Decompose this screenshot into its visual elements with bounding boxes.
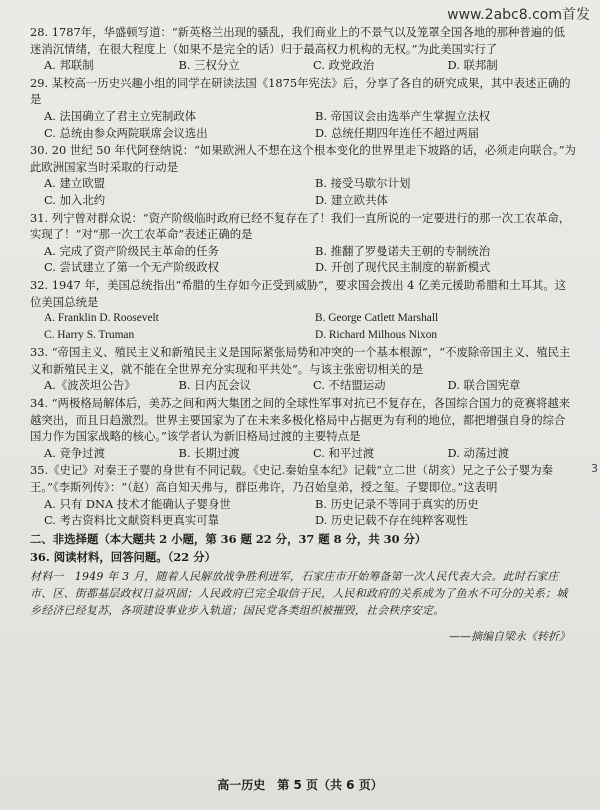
question-stem: 31. 列宁曾对群众说：“资产阶级临时政府已经不复存在了！我们一直所说的一定要进行的那一次工农革命，实现了！”对“那一次工农革命”表述正确的是 <box>30 210 571 242</box>
option-a: A. 法国确立了君主立宪制政体 <box>44 108 197 123</box>
options-grid <box>30 243 576 276</box>
question-31 <box>30 210 576 276</box>
option-c: C. 不结盟运动 <box>313 378 386 393</box>
options-grid <box>30 496 576 529</box>
options-row <box>30 57 576 74</box>
option-b: B. 接受马歇尔计划 <box>315 176 411 191</box>
question-30 <box>30 142 576 208</box>
exam-content <box>30 24 576 646</box>
question-32 <box>30 277 576 343</box>
option-d: D. 动荡过渡 <box>447 445 510 460</box>
option-c: C. 考古资料比文献资料更真实可靠 <box>44 513 220 528</box>
question-34 <box>30 395 576 461</box>
question-stem: 28. 1787年，华盛顿写道：“新英格兰出现的骚乱，我们商业上的不景气以及笼罩全国各地的那种普遍的低迷消沉情绪，在很大程度上（如果不是完全的话）归于最高权力机构的无权。”为此美国实行了 <box>30 25 565 56</box>
material-source: ——摘编自梁永《转折》 <box>449 630 570 643</box>
option-d: D. 联邦制 <box>447 58 498 73</box>
side-page-number: 3 <box>591 462 598 475</box>
option-a: A. 邦联制 <box>44 58 94 73</box>
option-d: D. Richard Milhous Nixon <box>315 328 438 341</box>
options-row <box>30 377 576 394</box>
option-c: C. 和平过渡 <box>313 445 375 460</box>
site-watermark: www.2abc8.com首发 <box>447 7 590 23</box>
option-c: C. 加入北约 <box>44 192 106 207</box>
option-a: A.《波茨坦公告》 <box>44 378 136 393</box>
option-a: A. 完成了资产阶级民主革命的任务 <box>44 243 219 258</box>
question-stem: 29. 某校高一历史兴趣小组的同学在研读法国《1875年宪法》后，分享了各自的研究成果，其中表述正确的是 <box>30 75 571 107</box>
option-c: C. 总统由参众两院联席会议选出 <box>44 125 208 140</box>
question-29 <box>30 75 576 141</box>
option-d: D. 总统任期四年连任不超过两届 <box>315 125 480 140</box>
question-35 <box>30 462 576 528</box>
options-row <box>30 445 576 462</box>
options-grid <box>30 175 576 208</box>
option-a: A. Franklin D. Roosevelt <box>44 312 159 325</box>
question-stem: 33. “帝国主义、殖民主义和新殖民主义是国际紧张局势和冲突的一个基本根源”，“不废除帝国主义、殖民主义和新殖民主义，就不能在全世界充分实现和平共处”。与该主张密切相关的是 <box>30 345 571 376</box>
option-a: A. 建立欧盟 <box>44 176 106 191</box>
question-stem: 34. “两极格局解体后，美苏之间和两大集团之间的全球性军事对抗已不复存在，各国综合国力的竞赛将越来越突出，而且日趋激烈。世界主要国家为了在未来多极化格局中占据更为有利的地位，都把增强自身的综合国力作为国家战略的核心。”该学者认为新旧格局过渡的主要特点是 <box>30 396 571 444</box>
section-heading: 二、非选择题（本大题共 2 小题，第 36 题 22 分，37 题 8 分，共 30 分） <box>30 531 427 546</box>
question-33 <box>30 344 576 394</box>
question-28 <box>30 24 576 74</box>
question-stem: 35.《史记》对秦王子婴的身世有不同记载。《史记.秦始皇本纪》记载“立二世（胡亥）兄之子公子婴为秦王。”《李斯列传》：“（赵）高自知天弗与，群臣弗许，乃召始皇弟，授之玺。子婴即位。”这表明 <box>30 463 554 495</box>
option-a: A. 只有 DNA 技术才能确认子婴身世 <box>44 496 231 511</box>
material-one: 材料一 1949 年 3 月，随着人民解放战争胜利进军，石家庄市开始筹备第一次人民代表大会。此时石家庄市、区、街都基层政权日益巩固；人民政府已完全取信于民，人民和政府的关系成为了鱼水不可分的关系；城乡经济已经复苏，各项建设事业步入轨道；国民党各类组织被摧毁，社会秩序安定。 <box>30 570 568 617</box>
option-b: B. 日内瓦会议 <box>178 378 252 393</box>
option-d: D. 建立欧共体 <box>315 192 388 207</box>
options-grid <box>30 310 576 343</box>
option-b: B. 长期过渡 <box>178 445 240 460</box>
option-d: D. 联合国宪章 <box>447 378 521 393</box>
option-c: C. Harry S. Truman <box>44 328 135 341</box>
option-b: B. 推翻了罗曼诺夫王朝的专制统治 <box>315 243 491 258</box>
option-b: B. 帝国议会由选举产生掌握立法权 <box>315 108 491 123</box>
question-36-heading: 36. 阅读材料，回答问题。（22 分） <box>30 550 216 565</box>
question-stem: 32. 1947 年，美国总统指出“希腊的生存如今正受到威胁”，要求国会拨出 4 亿美元援助希腊和土耳其。这位美国总统是 <box>30 277 567 309</box>
option-b: B. George Catlett Marshall <box>315 312 439 325</box>
question-stem: 30. 20 世纪 50 年代阿登纳说：“如果欧洲人不想在这个根本变化的世界里走下坡路的话，必须走向联合。”为此欧洲国家当时采取的行动是 <box>30 143 576 174</box>
option-c: C. 尝试建立了第一个无产阶级政权 <box>44 260 220 275</box>
option-c: C. 政党政治 <box>313 58 375 73</box>
options-grid <box>30 108 576 141</box>
option-d: D. 历史记载不存在纯粹客观性 <box>315 513 468 528</box>
option-b: B. 三权分立 <box>178 58 240 73</box>
option-b: B. 历史记录不等同于真实的历史 <box>315 496 479 511</box>
page-footer: 高一历史 第 5 页（共 6 页） <box>217 778 383 792</box>
option-a: A. 竞争过渡 <box>44 445 106 460</box>
option-d: D. 开创了现代民主制度的崭新模式 <box>315 260 491 275</box>
